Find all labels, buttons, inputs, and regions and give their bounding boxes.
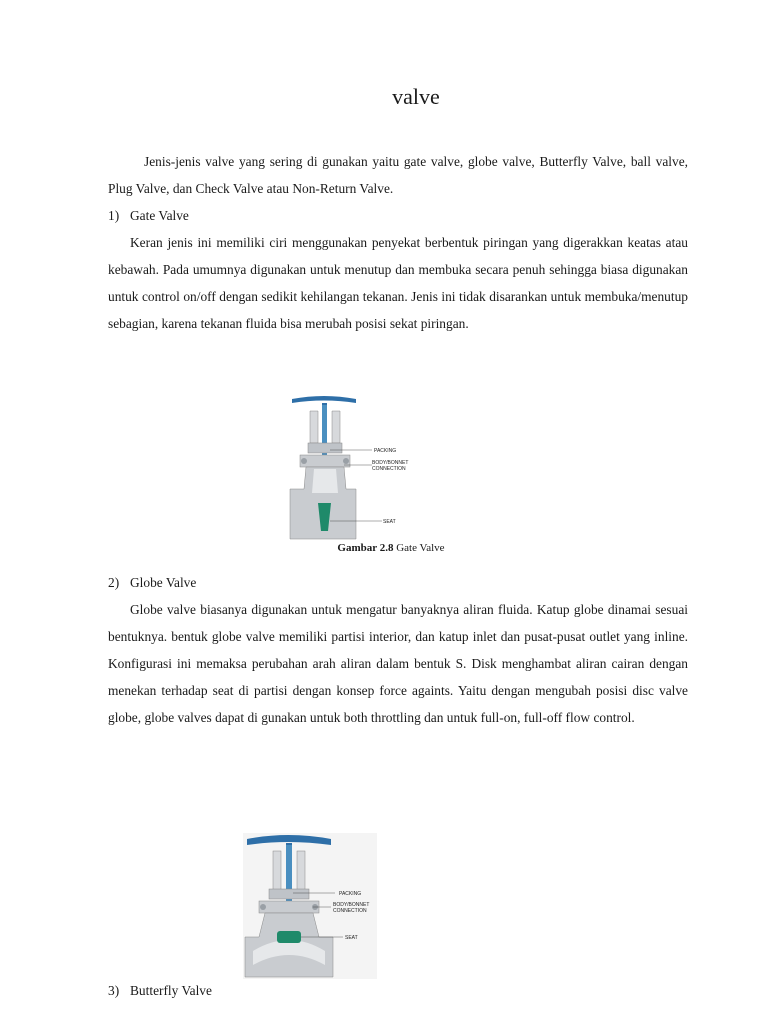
svg-text:SEAT: SEAT	[383, 519, 396, 525]
svg-text:BODY/BONNET: BODY/BONNET	[333, 902, 370, 908]
svg-text:PACKING: PACKING	[374, 448, 397, 454]
svg-text:CONNECTION: CONNECTION	[372, 466, 406, 472]
svg-text:CONNECTION: CONNECTION	[333, 908, 367, 914]
svg-text:SEAT: SEAT	[345, 935, 358, 941]
heading-gate-valve: 1) Gate Valve	[108, 208, 189, 223]
intro-paragraph: Jenis-jenis valve yang sering di gunakan yaitu gate valve, globe valve, Butterfly Valve, ball valve, Plug Valve, dan Check Valve atau Non-Return Valve.	[108, 154, 688, 196]
globe-disc-shape	[277, 931, 301, 943]
globe-valve-diagram	[243, 833, 377, 979]
globe-valve-paragraph: Globe valve biasanya digunakan untuk mengatur banyaknya aliran fluida. Katup globe dinamai sesuai bentuknya. bentuk globe valve memiliki partisi interior, dan katup inlet dan pusat-pusat outlet yang inline. Konfigurasi ini memaksa perubahan arah aliran dalam bentuk S. Disk menghambat aliran cairan dengan menekan terhadap seat di partisi dengan konsep force againts. Yaitu dengan mengubah posisi disc valve globe, globe valves dapat di gunakan untuk both throttling dan untuk full-on, full-off flow control.	[108, 602, 688, 725]
heading-butterfly-valve: 3) Butterfly Valve	[108, 983, 212, 998]
heading-globe-valve: 2) Globe Valve	[108, 575, 197, 590]
gate-valve-paragraph: Keran jenis ini memiliki ciri menggunakan penyekat berbentuk piringan yang digerakkan keatas atau kebawah. Pada umumnya digunakan untuk menutup dan membuka secara penuh sehingga biasa digunakan untuk control on/off dengan sedikit kehilangan tekanan. Jenis ini tidak disarankan untuk membuka/menutup sebagian, karena tekanan fluida bisa merubah posisi sekat piringan.	[108, 235, 688, 331]
svg-text:BODY/BONNET: BODY/BONNET	[372, 460, 409, 466]
gate-valve-diagram	[286, 393, 412, 541]
gate-valve-caption: Gambar 2.8 Gate Valve	[337, 542, 445, 554]
svg-text:PACKING: PACKING	[339, 891, 362, 897]
page-title: valve	[392, 84, 440, 109]
